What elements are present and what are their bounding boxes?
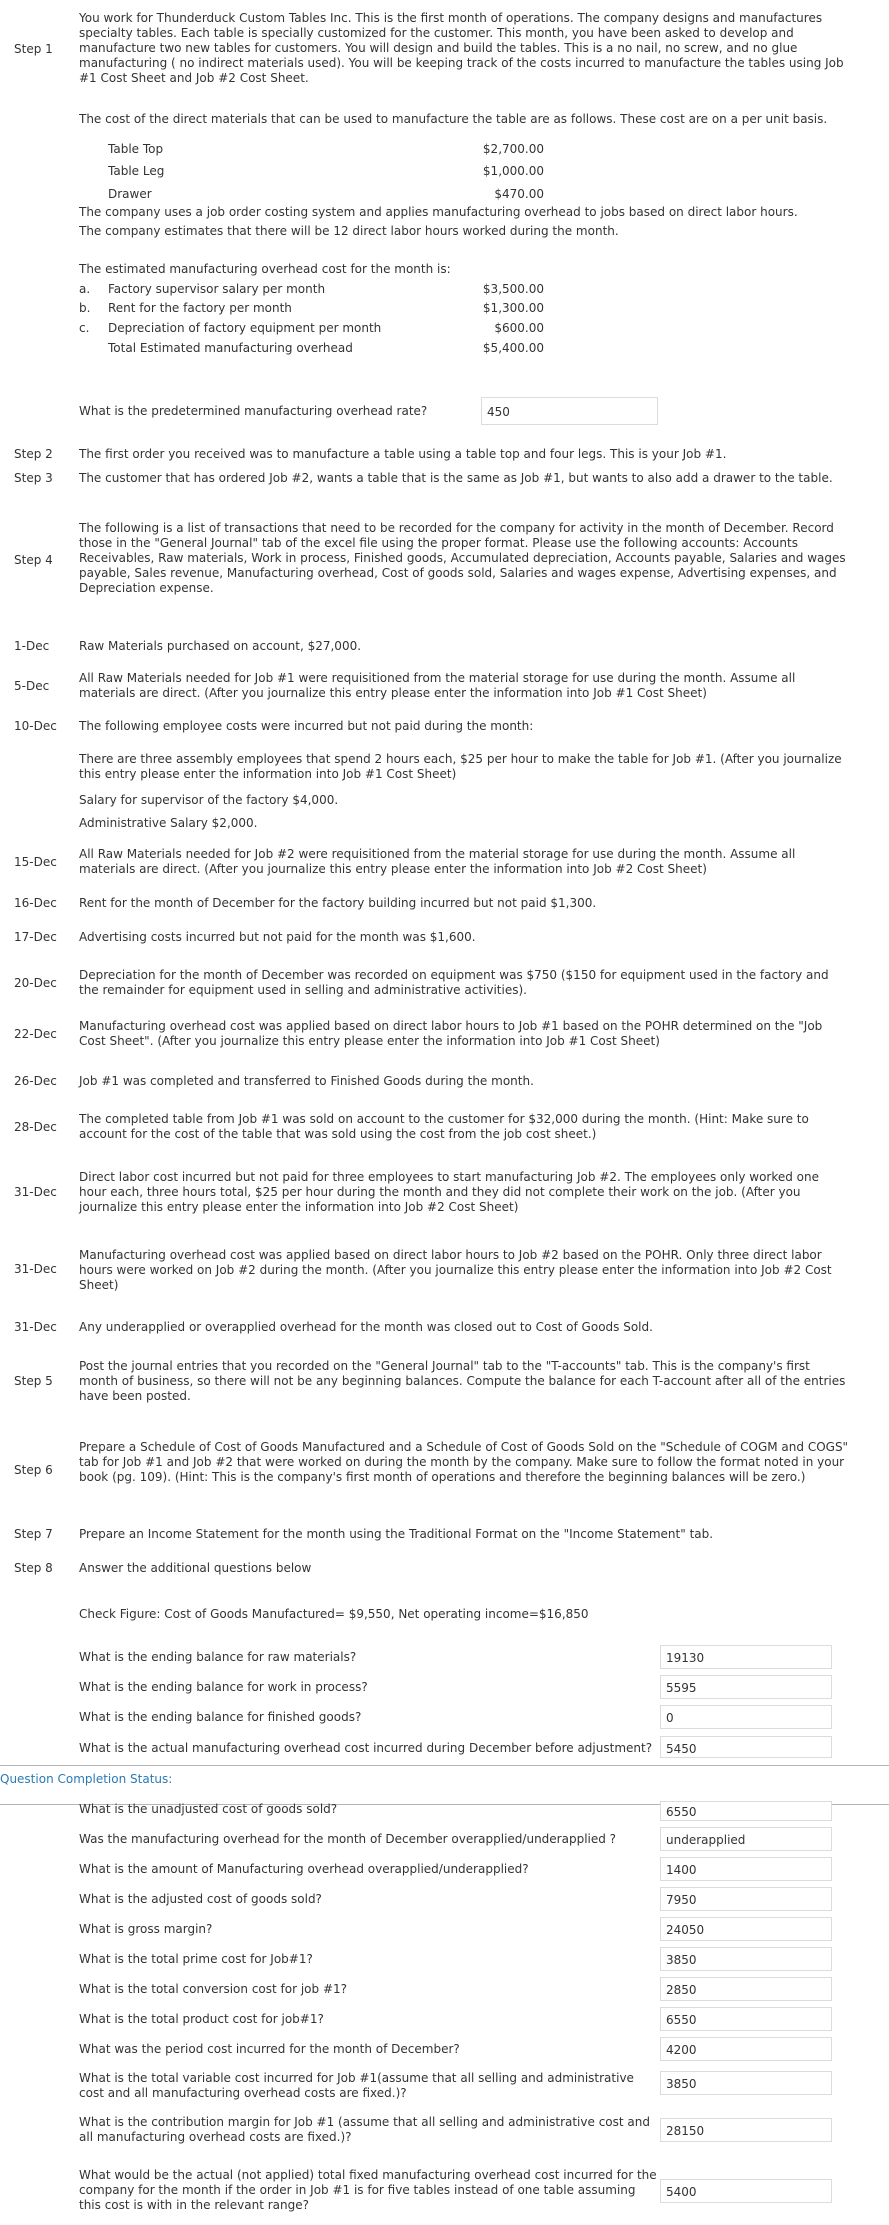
question-text: What is the unadjusted cost of goods sold? — [79, 1802, 338, 1816]
step-6-label: Step 6 — [14, 1463, 53, 1477]
step-5-text: Post the journal entries that you recorded on the "General Journal" tab to the "T-accounts" tab. This is the company's first month of business, so there will not be any beginning balances. Compute the balance for each T-account after all of the entries have been posted. — [79, 1359, 846, 1403]
answer-field[interactable]: 6550 — [660, 2007, 832, 2031]
overhead-item-name: Rent for the factory per month — [108, 301, 292, 315]
step-3-label: Step 3 — [14, 471, 53, 485]
transaction-text: The completed table from Job #1 was sold on account to the customer for $32,000 during the month. (Hint: Make sure to account for the cost of the table that was sold using the cost from the job cost sheet.) — [79, 1112, 809, 1141]
transaction-date: 15-Dec — [14, 855, 57, 869]
question-text: What is the contribution margin for Job #1 (assume that all selling and administrative cost and all manufacturing overhead costs are fixed.)? — [79, 2115, 650, 2144]
material-name: Table Top — [108, 142, 164, 156]
question-text: What is the ending balance for work in process? — [79, 1680, 368, 1694]
labor-hours-note: The company estimates that there will be 12 direct labor hours worked during the month. — [79, 224, 619, 238]
answer-field[interactable]: 5400 — [660, 2179, 832, 2203]
transaction-text: Any underapplied or overapplied overhead for the month was closed out to Cost of Goods Sold. — [79, 1320, 653, 1334]
step-4-label: Step 4 — [14, 553, 53, 567]
step-4-text: The following is a list of transactions that need to be recorded for the company for activity in the month of December. Record those in the "General Journal" tab of the excel file using the proper format. Please use the following accounts: Accounts Receivables, Raw materials, Work in process, Finished goods, Accumulated depreciation, Accounts payable, Salaries and wages payable, Sales revenue, Manufacturing overhead, Cost of goods sold, Salaries and wages expense, Advertising expenses, and Depreciation expense. — [79, 521, 846, 595]
answer-field[interactable]: 6550 — [660, 1801, 832, 1821]
transaction-date: 1-Dec — [14, 639, 50, 653]
question-text: What was the period cost incurred for the month of December? — [79, 2042, 460, 2056]
step-1-label: Step 1 — [14, 42, 53, 56]
transaction-date: 16-Dec — [14, 896, 57, 910]
overhead-letter: a. — [79, 282, 91, 296]
question-text: What is the ending balance for finished goods? — [79, 1710, 362, 1724]
question-text: What is the total prime cost for Job#1? — [79, 1952, 313, 1966]
answer-field[interactable]: 19130 — [660, 1645, 832, 1669]
transaction-date: 28-Dec — [14, 1120, 57, 1134]
transaction-text: Depreciation for the month of December was recorded on equipment was $750 ($150 for equipment used in the factory and the remainder for equipment used in selling and administrative activities). — [79, 968, 829, 997]
material-cost: $470.00 — [494, 187, 544, 201]
question-text: What is the total variable cost incurred for Job #1(assume that all selling and administrative cost and all manufacturing overhead costs are fixed.)? — [79, 2071, 634, 2100]
transaction-text: Manufacturing overhead cost was applied based on direct labor hours to Job #1 based on the POHR determined on the "Job Cost Sheet". (After you journalize this entry please enter the information into Job #1 Cost Sheet) — [79, 1019, 823, 1048]
transaction-text: Job #1 was completed and transferred to Finished Goods during the month. — [79, 1074, 534, 1088]
answer-field[interactable]: 5450 — [660, 1736, 832, 1758]
material-name: Table Leg — [108, 164, 165, 178]
answer-field[interactable]: 2850 — [660, 1977, 832, 2001]
question-text: What is the ending balance for raw materials? — [79, 1650, 357, 1664]
answer-field[interactable]: 1400 — [660, 1857, 832, 1881]
transaction-date: 20-Dec — [14, 976, 57, 990]
transaction-text: All Raw Materials needed for Job #2 were requisitioned from the material storage for use during the month. Assume all materials are direct. (After you journalize this entry please enter the information into Job #2 Cost Sheet) — [79, 847, 796, 876]
answer-field[interactable]: 3850 — [660, 1947, 832, 1971]
answer-field[interactable]: 0 — [660, 1705, 832, 1729]
material-cost: $2,700.00 — [482, 142, 544, 156]
transaction-text: Advertising costs incurred but not paid for the month was $1,600. — [79, 930, 476, 944]
question-text: What is the total conversion cost for job #1? — [79, 1982, 348, 1996]
transaction-text: There are three assembly employees that spend 2 hours each, $25 per hour to make the table for Job #1. (After you journalize this entry please enter the information into Job #1 Cost Sheet) — [79, 752, 842, 781]
transaction-date: 22-Dec — [14, 1027, 57, 1041]
material-name: Drawer — [108, 187, 152, 201]
costing-note: The company uses a job order costing system and applies manufacturing overhead to jobs based on direct labor hours. — [79, 205, 798, 219]
overhead-item-name: Factory supervisor salary per month — [108, 282, 326, 296]
pohr-answer-field[interactable]: 450 — [481, 397, 658, 425]
transaction-text: The following employee costs were incurred but not paid during the month: — [79, 719, 534, 733]
step-6-text: Prepare a Schedule of Cost of Goods Manufactured and a Schedule of Cost of Goods Sold on the "Schedule of COGM and COGS" tab for Job #1 and Job #2 that were worked on during the month by the company. Make sure to follow the format noted in your book (pg. 109). (Hint: This is the company's first month of operations and therefore the beginning balances will be zero.) — [79, 1440, 849, 1484]
transaction-date: 31-Dec — [14, 1262, 57, 1276]
answer-field[interactable]: 7950 — [660, 1887, 832, 1911]
answer-field[interactable]: 4200 — [660, 2037, 832, 2061]
transaction-date: 10-Dec — [14, 719, 57, 733]
step-5-label: Step 5 — [14, 1374, 53, 1388]
answer-field[interactable]: underapplied — [660, 1827, 832, 1851]
answer-field[interactable]: 28150 — [660, 2118, 832, 2142]
transaction-text: Rent for the month of December for the factory building incurred but not paid $1,300. — [79, 896, 597, 910]
question-text: What is the total product cost for job#1? — [79, 2012, 324, 2026]
overhead-item-name: Depreciation of factory equipment per month — [108, 321, 382, 335]
intro-text: You work for Thunderduck Custom Tables Inc. This is the first month of operations. The company designs and manufactures specialty tables. Each table is specially customized for the customer. This month, you have been asked to develop and manufacture two new tables for customers. You will design and build the tables. This is a no nail, no screw, and no glue manufacturing ( no indirect materials used). You will be keeping track of the costs incurred to manufacture the tables using Job #1 Cost Sheet and Job #2 Cost Sheet. — [79, 11, 844, 85]
overhead-total-label: Total Estimated manufacturing overhead — [108, 341, 353, 355]
transaction-date: 17-Dec — [14, 930, 57, 944]
step-2-text: The first order you received was to manufacture a table using a table top and four legs. This is your Job #1. — [79, 447, 727, 461]
overhead-heading: The estimated manufacturing overhead cost for the month is: — [79, 262, 451, 276]
overhead-item-cost: $1,300.00 — [482, 301, 544, 315]
materials-heading: The cost of the direct materials that can be used to manufacture the table are as follows. These cost are on a per unit basis. — [79, 112, 828, 126]
answer-field[interactable]: 5595 — [660, 1675, 832, 1699]
question-text: What is the adjusted cost of goods sold? — [79, 1892, 322, 1906]
question-text: What is gross margin? — [79, 1922, 213, 1936]
step-7-label: Step 7 — [14, 1527, 53, 1541]
transaction-date: 31-Dec — [14, 1320, 57, 1334]
answer-field[interactable]: 24050 — [660, 1917, 832, 1941]
step-7-text: Prepare an Income Statement for the month using the Traditional Format on the "Income Statement" tab. — [79, 1527, 714, 1541]
overhead-letter: c. — [79, 321, 90, 335]
question-text: Was the manufacturing overhead for the month of December overapplied/underapplied ? — [79, 1832, 617, 1846]
question-completion-status-label: Question Completion Status: — [0, 1772, 173, 1786]
question-completion-status-bar — [0, 1765, 889, 1805]
question-text: What is the actual manufacturing overhead cost incurred during December before adjustment? — [79, 1741, 653, 1755]
overhead-letter: b. — [79, 301, 91, 315]
material-cost: $1,000.00 — [482, 164, 544, 178]
question-text: What is the amount of Manufacturing overhead overapplied/underapplied? — [79, 1862, 529, 1876]
step-8-label: Step 8 — [14, 1561, 53, 1575]
step-8-text: Answer the additional questions below — [79, 1561, 312, 1575]
question-text: What would be the actual (not applied) total fixed manufacturing overhead cost incurred for the company for the month if the order in Job #1 is for five tables instead of one table assuming this cost is with in the relevant range? — [79, 2168, 657, 2212]
step-2-label: Step 2 — [14, 447, 53, 461]
transaction-text: Direct labor cost incurred but not paid for three employees to start manufacturing Job #2. The employees only worked one hour each, three hours total, $25 per hour during the month and they did not complete their work on the job. (After you journalize this entry please enter the information into Job #2 Cost Sheet) — [79, 1170, 820, 1214]
overhead-item-cost: $3,500.00 — [482, 282, 544, 296]
answer-field[interactable]: 3850 — [660, 2071, 832, 2095]
transaction-text: Raw Materials purchased on account, $27,000. — [79, 639, 362, 653]
step-3-text: The customer that has ordered Job #2, wants a table that is the same as Job #1, but wants to also add a drawer to the table. — [79, 471, 833, 485]
transaction-text: Manufacturing overhead cost was applied based on direct labor hours to Job #2 based on the POHR. Only three direct labor hours were worked on Job #2 during the month. (After you journalize this entry please enter the information into Job #2 Cost Sheet) — [79, 1248, 832, 1292]
transaction-date: 31-Dec — [14, 1185, 57, 1199]
overhead-item-cost: $600.00 — [494, 321, 544, 335]
transaction-text: All Raw Materials needed for Job #1 were requisitioned from the material storage for use during the month. Assume all materials are direct. (After you journalize this entry please enter the information into Job #1 Cost Sheet) — [79, 671, 796, 700]
transaction-date: 26-Dec — [14, 1074, 57, 1088]
overhead-total-cost: $5,400.00 — [482, 341, 544, 355]
transaction-text: Administrative Salary $2,000. — [79, 816, 258, 830]
transaction-date: 5-Dec — [14, 679, 50, 693]
pohr-question: What is the predetermined manufacturing overhead rate? — [79, 404, 428, 418]
transaction-text: Salary for supervisor of the factory $4,000. — [79, 793, 339, 807]
check-figure: Check Figure: Cost of Goods Manufactured= $9,550, Net operating income=$16,850 — [79, 1607, 589, 1621]
